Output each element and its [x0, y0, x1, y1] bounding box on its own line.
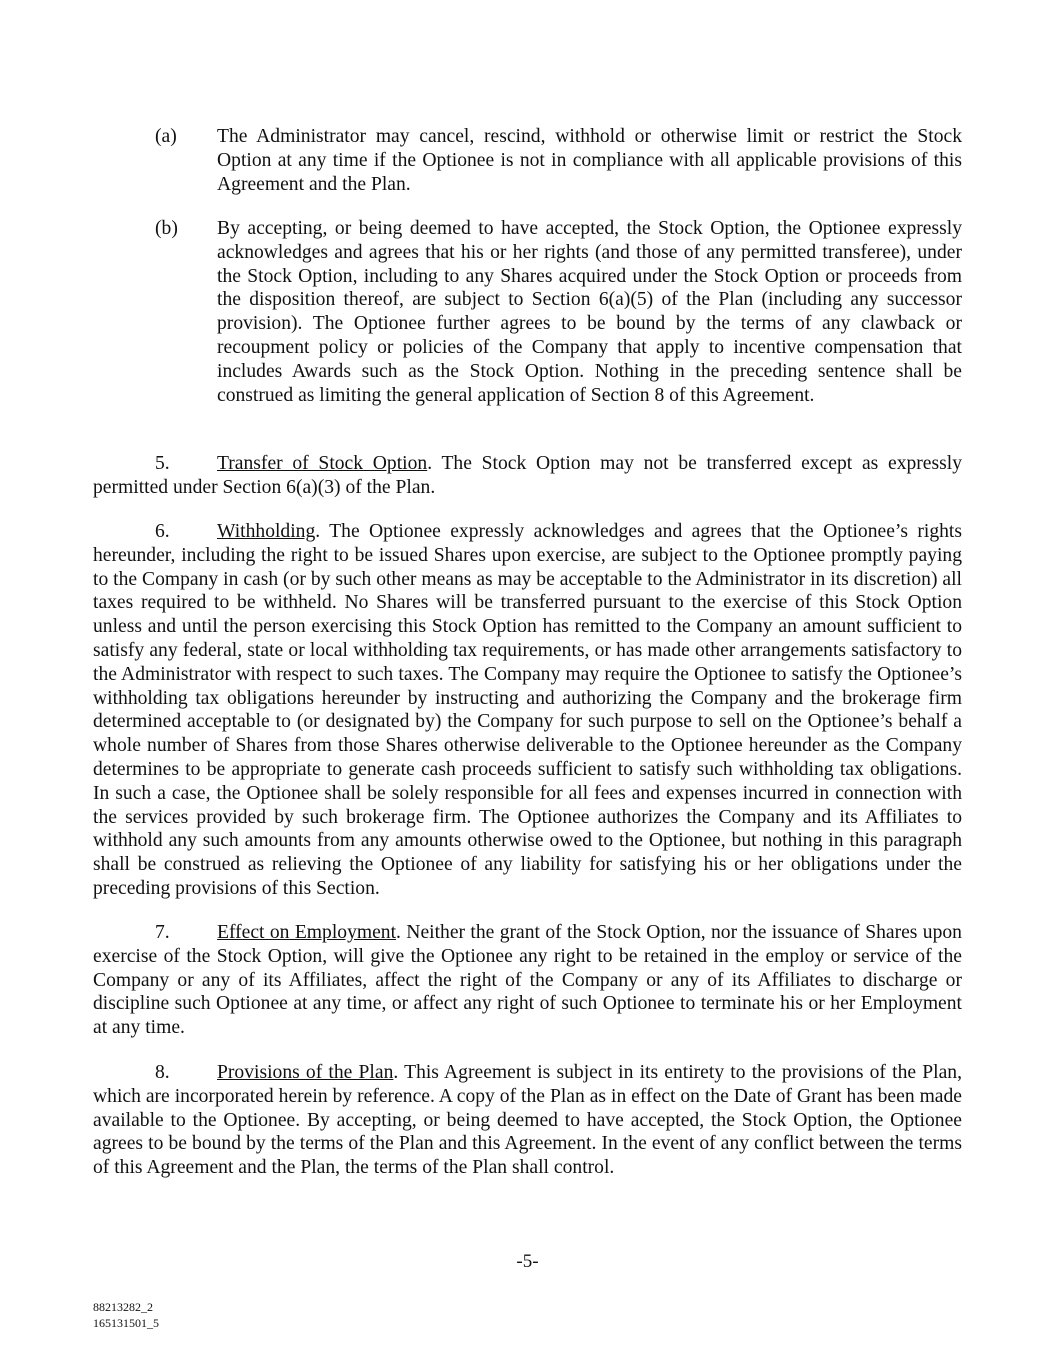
page-number: -5- [516, 1251, 539, 1272]
section-heading: Provisions of the Plan [217, 1062, 394, 1083]
subsection-text: By accepting, or being deemed to have accepted, the Stock Option, the Optionee expressly acknowledges and agrees that his or her rights (and those of any permitted transferee), under the Stock Option, including to any Shares acquired under the Stock Option or proceeds from the disposition thereof, are subject to Section 6(a)(5) of the Plan (including any successor provision). The Optionee further agrees to be bound by the terms of any clawback or recoupment policy or policies of the Company that apply to incentive compensation that includes Awards such as the Stock Option. Nothing in the preceding sentence shall be construed as limiting the general application of Section 8 of this Agreement. [217, 218, 962, 406]
section-text: . The Stock Option may not be transferred except as expressly permitted under Section 6(a)(3) of the Plan. [93, 453, 962, 498]
section-text: . The Optionee expressly acknowledges and agrees that the Optionee’s rights hereunder, including the right to be issued Shares upon exercise, are subject to the Optionee promptly paying to the Company in cash (or by such other means as may be acceptable to the Administrator in its discretion) all taxes required to be withheld. No Shares will be transferred pursuant to the exercise of this Stock Option unless and until the person exercising this Stock Option has remitted to the Company an amount sufficient to satisfy any federal, state or local withholding tax requirements, or has made other arrangements satisfactory to the Administrator with respect to such taxes. The Company may require the Optionee to satisfy the Optionee’s withholding tax obligations hereunder by instructing and authorizing the Company and the brokerage firm determined acceptable to (or designated by) the Company for such purpose to sell on the Optionee’s behalf a whole number of Shares from those Shares otherwise deliverable to the Optionee hereunder as the Company determines to be appropriate to generate cash proceeds sufficient to satisfy such withholding tax obligations. In such a case, the Optionee shall be solely responsible for all fees and expenses incurred in connection with the services provided by such brokerage firm. The Optionee authorizes the Company and its Affiliates to withhold any such amounts from any amounts otherwise owed to the Optionee, but nothing in this paragraph shall be construed as relieving the Optionee of any liability for satisfying his or her obligations under the preceding provisions of this Section. [93, 521, 962, 899]
section-number: 7. [155, 922, 170, 943]
section-heading: Withholding [217, 521, 316, 542]
subsection-a [93, 125, 962, 196]
doc-id: 88213282_2 [93, 1300, 153, 1314]
doc-id: 165131501_5 [93, 1316, 159, 1330]
subsection-label: (b) [155, 218, 178, 239]
document-id-stamp [93, 1299, 159, 1331]
section-number: 5. [155, 453, 170, 474]
section-heading: Effect on Employment [217, 922, 397, 943]
section-7-effect-on-employment [93, 921, 962, 1040]
section-8-provisions-of-the-plan [93, 1061, 962, 1180]
section-number: 8. [155, 1062, 170, 1083]
subsection-label: (a) [155, 126, 177, 147]
subsection-b [93, 217, 962, 407]
section-6-withholding [93, 520, 962, 901]
section-text: . Neither the grant of the Stock Option, nor the issuance of Shares upon exercise of the Stock Option, will give the Optionee any right to be retained in the employ or service of the Company or any of its Affiliates, affect the right of the Company or any of its Affiliates to discharge or discipline such Optionee at any time, or affect any right of such Optionee to terminate his or her Employment at any time. [93, 922, 962, 1039]
section-heading: Transfer of Stock Option [217, 453, 428, 474]
section-number: 6. [155, 521, 170, 542]
section-5-transfer-of-stock-option [93, 452, 962, 500]
subsection-text: The Administrator may cancel, rescind, withhold or otherwise limit or restrict the Stock Option at any time if the Optionee is not in compliance with all applicable provisions of this Agreement and the Plan. [217, 126, 962, 195]
section-text: . This Agreement is subject in its entirety to the provisions of the Plan, which are incorporated herein by reference. A copy of the Plan as in effect on the Date of Grant has been made available to the Optionee. By accepting, or being deemed to have accepted, the Stock Option, the Optionee agrees to be bound by the terms of the Plan and this Agreement. In the event of any conflict between the terms of this Agreement and the Plan, the terms of the Plan shall control. [93, 1062, 962, 1179]
